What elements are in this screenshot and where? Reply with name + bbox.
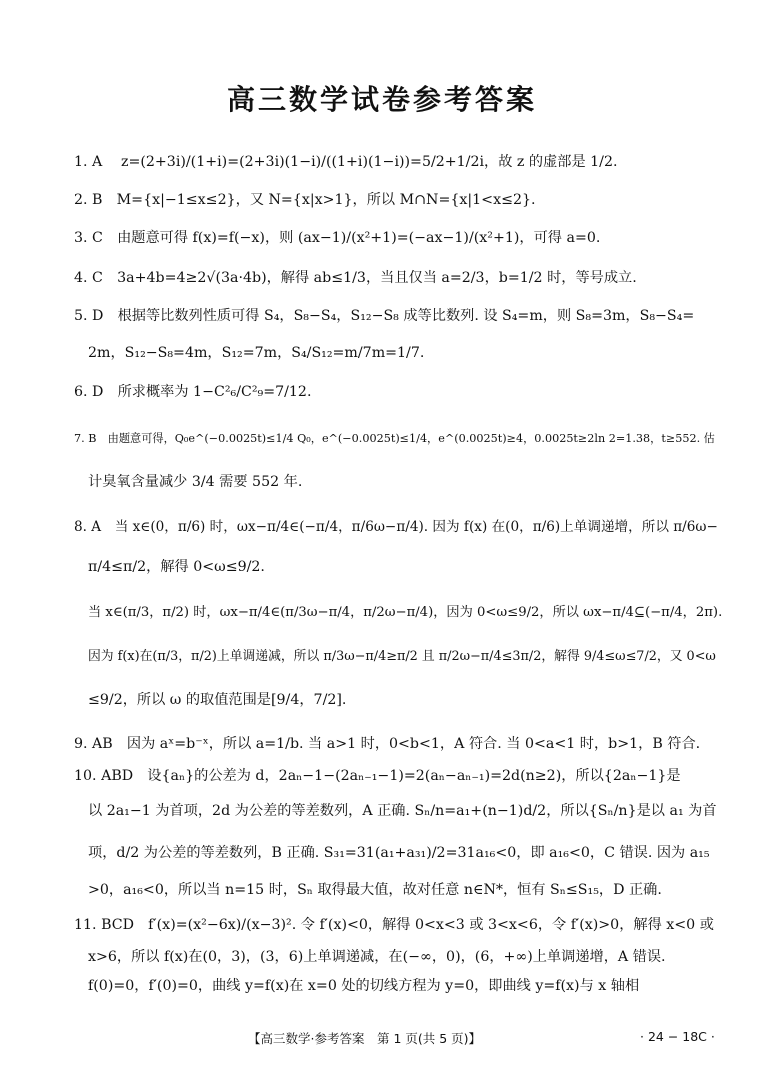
answer-5-line-1: 5. D 根据等比数列性质可得 S₄，S₈−S₄，S₁₂−S₈ 成等比数列. 设 S₄=m，则 S₈=3m，S₈−S₄=: [74, 308, 695, 324]
answer-11-line-1: 11. BCD f′(x)=(x²−6x)/(x−3)². 令 f′(x)<0，解得 0<x<3 或 3<x<6，令 f′(x)>0，解得 x<0 或: [74, 917, 714, 933]
answer-10-line-4: >0，a₁₆<0，所以当 n=15 时，Sₙ 取得最大值，故对任意 n∈N*，恒有 Sₙ≤S₁₅，D 正确.: [88, 882, 662, 898]
footer-page-info: 【高三数学·参考答案 第 1 页(共 5 页)】: [248, 1031, 482, 1046]
answer-5-line-2: 2m，S₁₂−S₈=4m，S₁₂=7m，S₄/S₁₂=m/7m=1/7.: [88, 345, 425, 361]
answer-8-line-4: 因为 f(x)在(π/3，π/2)上单调递减，所以 π/3ω−π/4≥π/2 且 π/2ω−π/4≤3π/2，解得 9/4≤ω≤7/2，又 0<ω: [88, 649, 716, 664]
answer-10-line-3: 项，d/2 为公差的等差数列，B 正确. S₃₁=31(a₁+a₃₁)/2=31a₁₆<0，即 a₁₆<0，C 错误. 因为 a₁₅: [88, 845, 710, 861]
answer-8-line-3: 当 x∈(π/3，π/2) 时，ωx−π/4∈(π/3ω−π/4，π/2ω−π/4)，因为 0<ω≤9/2，所以 ωx−π/4⊆(−π/4，2π).: [88, 605, 723, 620]
answer-10-line-1: 10. ABD 设{aₙ}的公差为 d，2aₙ−1−(2aₙ₋₁−1)=2(aₙ−aₙ₋₁)=2d(n≥2)，所以{2aₙ−1}是: [74, 768, 681, 784]
answer-11-line-3: f(0)=0，f′(0)=0，曲线 y=f(x)在 x=0 处的切线方程为 y=0，即曲线 y=f(x)与 x 轴相: [88, 978, 640, 994]
footer-code: · 24 − 18C ·: [640, 1029, 715, 1044]
page-title: 高三数学试卷参考答案: [226, 83, 537, 116]
answer-2: 2. B M={x|−1≤x≤2}，又 N={x|x>1}，所以 M∩N={x|1<x≤2}.: [74, 192, 536, 208]
answer-7-line-2: 计臭氧含量减少 3/4 需要 552 年.: [88, 474, 303, 490]
answer-8-line-5: ≤9/2，所以 ω 的取值范围是[9/4，7/2].: [88, 692, 347, 708]
answer-10-line-2: 以 2a₁−1 为首项，2d 为公差的等差数列，A 正确. Sₙ/n=a₁+(n−1)d/2，所以{Sₙ/n}是以 a₁ 为首: [88, 803, 717, 819]
answer-11-line-2: x>6，所以 f(x)在(0，3)，(3，6)上单调递减，在(−∞，0)，(6，+∞)上单调递增，A 错误.: [88, 949, 666, 965]
answer-4: 4. C 3a+4b=4≥2√(3a·4b)，解得 ab≤1/3，当且仅当 a=2/3，b=1/2 时，等号成立.: [74, 270, 637, 286]
answer-9: 9. AB 因为 aˣ=b⁻ˣ，所以 a=1/b. 当 a>1 时，0<b<1，A 符合. 当 0<a<1 时，b>1，B 符合.: [74, 736, 701, 752]
answer-8-line-1: 8. A 当 x∈(0，π/6) 时，ωx−π/4∈(−π/4，π/6ω−π/4). 因为 f(x) 在(0，π/6)上单调递增，所以 π/6ω−: [74, 519, 718, 535]
answer-8-line-2: π/4≤π/2，解得 0<ω≤9/2.: [88, 559, 265, 575]
answer-6: 6. D 所求概率为 1−C²₆/C²₉=7/12.: [74, 384, 312, 400]
answer-3: 3. C 由题意可得 f(x)=f(−x)，则 (ax−1)/(x²+1)=(−ax−1)/(x²+1)，可得 a=0.: [74, 230, 601, 246]
answer-7-line-1: 7. B 由题意可得，Q₀e^(−0.0025t)≤1/4 Q₀，e^(−0.0025t)≤1/4，e^(0.0025t)≥4，0.0025t≥2ln 2=1.38，t≥552. 估: [74, 432, 715, 445]
answer-1: 1. A z=(2+3i)/(1+i)=(2+3i)(1−i)/((1+i)(1−i))=5/2+1/2i，故 z 的虚部是 1/2.: [74, 154, 618, 170]
